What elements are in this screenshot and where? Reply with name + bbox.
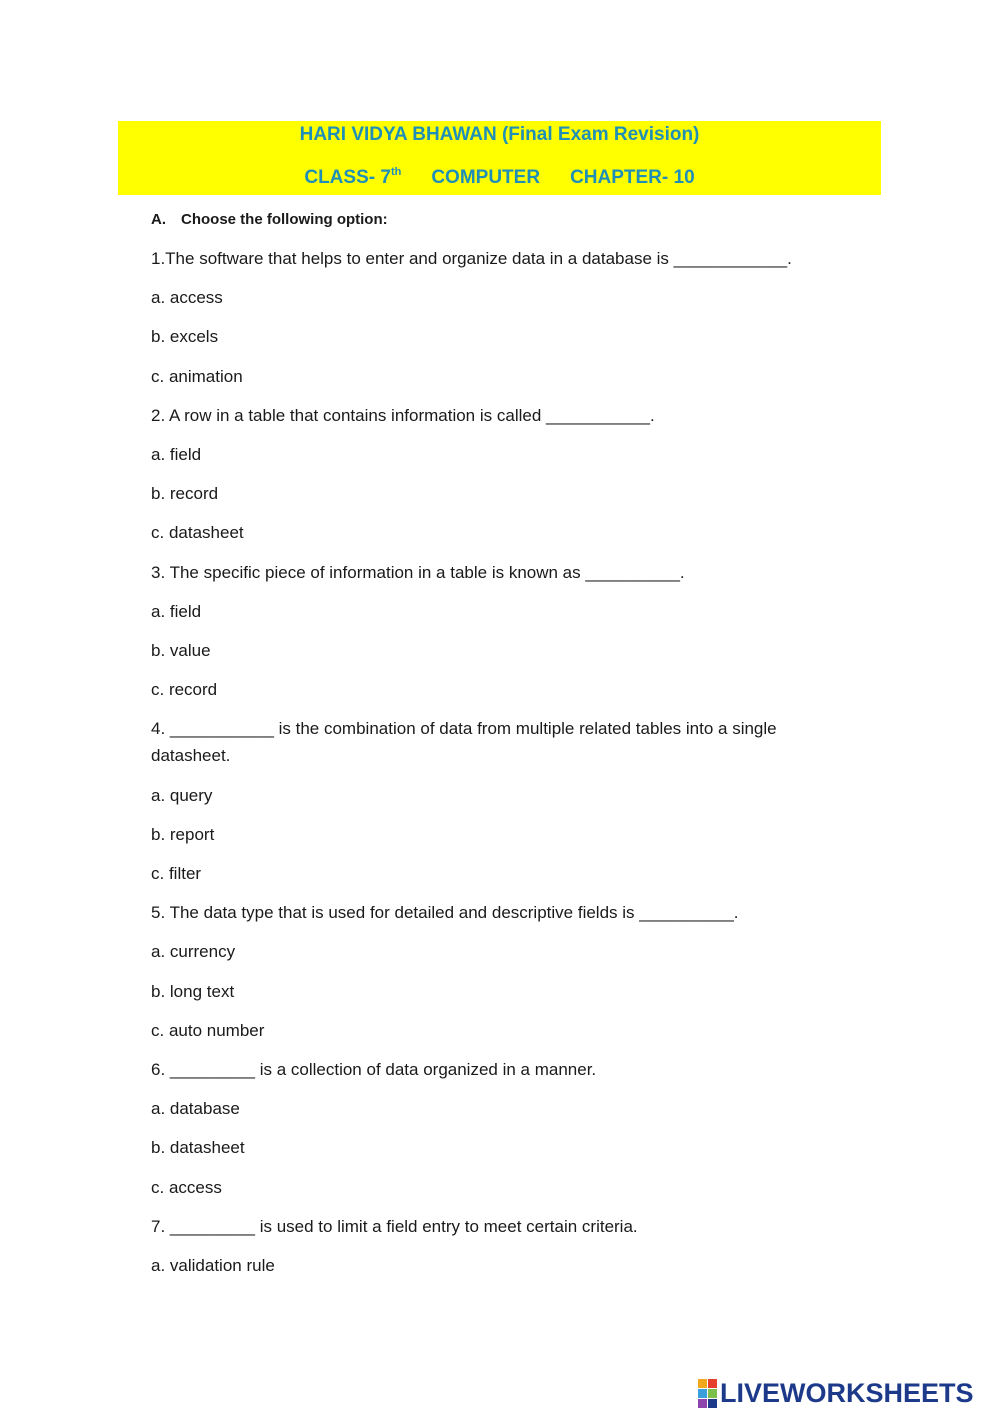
option-2c: c. datasheet	[151, 523, 244, 542]
subject-label: COMPUTER	[431, 167, 541, 188]
option-1b: b. excels	[151, 327, 219, 346]
option-5b: b. long text	[151, 982, 235, 1001]
question-7: 7. _________ is used to limit a field entry to meet certain criteria.	[151, 1217, 638, 1236]
question-4: 4. ___________ is the combination of data from multiple related tables into a single datasheet.	[151, 719, 777, 765]
class-label: CLASS- 7th	[304, 166, 402, 188]
chapter-label: CHAPTER- 10	[570, 167, 695, 188]
option-4b: b. report	[151, 825, 215, 844]
option-3c: c. record	[151, 680, 218, 699]
option-1c: c. animation	[151, 367, 243, 386]
option-6c: c. access	[151, 1178, 222, 1197]
option-7a: a. validation rule	[151, 1256, 275, 1275]
header-banner	[118, 121, 881, 195]
option-6a: a. database	[151, 1099, 240, 1118]
option-4a: a. query	[151, 786, 213, 805]
option-5a: a. currency	[151, 942, 236, 961]
school-title: HARI VIDYA BHAWAN (Final Exam Revision)	[299, 124, 700, 145]
option-3a: a. field	[151, 602, 202, 621]
section-heading: A. Choose the following option:	[151, 211, 388, 228]
question-6: 6. _________ is a collection of data organized in a manner.	[151, 1060, 597, 1079]
question-1: 1.The software that helps to enter and organize data in a database is ____________.	[151, 249, 792, 268]
option-5c: c. auto number	[151, 1021, 265, 1040]
question-2: 2. A row in a table that contains information is called ___________.	[151, 406, 655, 425]
option-4c: c. filter	[151, 864, 202, 883]
logo-text: LIVEWORKSHEETS	[720, 1377, 974, 1408]
option-6b: b. datasheet	[151, 1138, 245, 1157]
liveworksheets-logo	[698, 1378, 974, 1408]
option-2a: a. field	[151, 445, 202, 464]
class-subject-chapter	[118, 167, 881, 189]
option-2b: b. record	[151, 484, 219, 503]
question-5: 5. The data type that is used for detailed and descriptive fields is __________.	[151, 903, 739, 922]
option-3b: b. value	[151, 641, 211, 660]
logo-blocks-icon	[698, 1379, 717, 1408]
question-3: 3. The specific piece of information in a table is known as __________.	[151, 563, 685, 582]
option-1a: a. access	[151, 288, 223, 307]
